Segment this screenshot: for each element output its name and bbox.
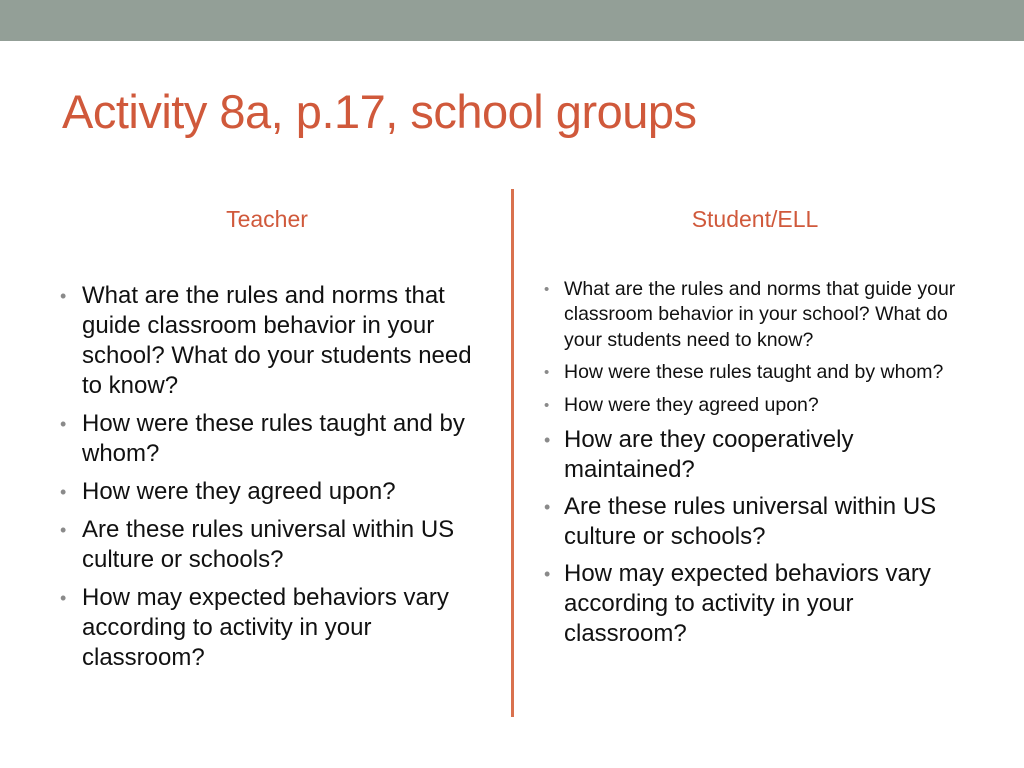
list-item [58, 477, 484, 507]
top-bar [0, 0, 1024, 41]
bullet-text: How may expected behaviors vary according to activity in your classroom? [82, 583, 449, 671]
bullet-icon: • [544, 364, 550, 382]
student-ell-bullet-list [540, 277, 970, 650]
bullet-text: How are they cooperatively maintained? [564, 426, 854, 484]
student-ell-column [540, 206, 970, 656]
list-item [58, 281, 484, 401]
bullet-icon: • [60, 413, 67, 434]
teacher-bullet-list [58, 281, 484, 673]
bullet-icon: • [544, 497, 551, 518]
teacher-heading: Teacher [226, 206, 308, 232]
bullet-text: How were they agreed upon? [564, 393, 819, 416]
list-item [540, 492, 970, 552]
bullet-icon: • [544, 396, 550, 414]
bullet-icon: • [60, 285, 67, 306]
bullet-icon: • [60, 587, 67, 608]
bullet-text: How were these rules taught and by whom? [82, 409, 465, 467]
bullet-text: How may expected behaviors vary according to activity in your classroom? [564, 560, 931, 648]
bullet-text: How were these rules taught and by whom? [564, 361, 944, 384]
bullet-text: Are these rules universal within US culture or schools? [564, 493, 937, 551]
bullet-icon: • [544, 430, 551, 451]
column-divider [511, 189, 514, 717]
list-item [540, 360, 970, 386]
bullet-text: What are the rules and norms that guide classroom behavior in your school? What do your students need to know? [82, 281, 472, 399]
teacher-column [58, 206, 484, 681]
list-item [540, 425, 970, 485]
slide-title: Activity 8a, p.17, school groups [62, 85, 697, 138]
bullet-text: What are the rules and norms that guide your classroom behavior in your school? What do your students need to know? [564, 277, 967, 351]
bullet-icon: • [544, 280, 550, 298]
list-item [58, 515, 484, 575]
list-item [540, 277, 970, 354]
list-item [58, 583, 484, 673]
list-item [58, 409, 484, 469]
list-item [540, 559, 970, 649]
bullet-icon: • [60, 519, 67, 540]
bullet-text: How were they agreed upon? [82, 477, 396, 505]
list-item [540, 393, 970, 419]
bullet-icon: • [544, 564, 551, 585]
bullet-text: Are these rules universal within US culture or schools? [82, 515, 455, 573]
student-ell-heading: Student/ELL [691, 206, 819, 232]
bullet-icon: • [60, 481, 67, 502]
